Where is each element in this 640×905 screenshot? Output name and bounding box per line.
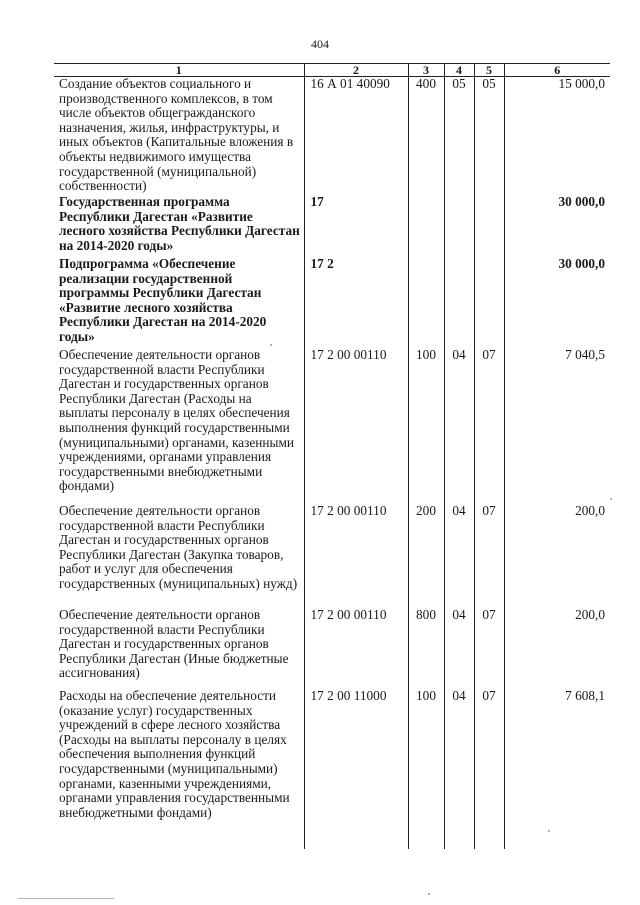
row-section: 04 — [444, 689, 474, 849]
row-section: 05 — [444, 77, 474, 196]
row-description: Создание объектов социального и производственного комплексов, в том числе объектов общегражданского назначения, жилья, инфраструктуры, и иных объектов (Капитальные вложения в объекты недвижимого имущества государственной (муниципальной) собственности) — [59, 76, 294, 194]
scan-speck — [428, 893, 430, 895]
table-header-row — [54, 64, 610, 77]
row-amount: 30 000,0 — [504, 257, 610, 348]
table-row — [54, 689, 610, 849]
row-expense-type: 100 — [408, 689, 444, 849]
table-row — [54, 348, 610, 504]
row-code: 17 — [304, 195, 408, 257]
row-expense-type: 400 — [408, 77, 444, 196]
row-subsection: 07 — [474, 348, 504, 504]
row-section — [444, 195, 474, 257]
header-col-4: 4 — [444, 64, 474, 77]
header-col-1: 1 — [54, 64, 304, 77]
table-row — [54, 608, 610, 689]
row-section: 04 — [444, 504, 474, 608]
row-expense-type — [408, 257, 444, 348]
row-amount: 15 000,0 — [504, 77, 610, 196]
row-amount: 7 608,1 — [504, 689, 610, 849]
row-subsection: 07 — [474, 689, 504, 849]
header-col-6: 6 — [504, 64, 610, 77]
scan-edge-line — [18, 898, 114, 899]
row-description: Государственная программа Республики Дагестан «Развитие лесного хозяйства Республики Дагестан на 2014-2020 годы» — [59, 194, 300, 253]
row-subsection: 07 — [474, 504, 504, 608]
table-row — [54, 257, 610, 348]
page-number: 404 — [311, 37, 329, 51]
header-col-3: 3 — [408, 64, 444, 77]
row-subsection — [474, 195, 504, 257]
row-section — [444, 257, 474, 348]
row-code: 17 2 — [304, 257, 408, 348]
row-code: 17 2 00 00110 — [304, 504, 408, 608]
row-subsection: 07 — [474, 608, 504, 689]
row-description: Обеспечение деятельности органов государственной власти Республики Дагестан и государственных органов Республики Дагестан (Иные бюджетные ассигнования) — [59, 607, 289, 681]
row-amount: 7 040,5 — [504, 348, 610, 504]
row-amount: 200,0 — [504, 608, 610, 689]
row-section: 04 — [444, 608, 474, 689]
row-subsection: 05 — [474, 77, 504, 196]
scan-speck — [270, 344, 272, 346]
row-code: 17 2 00 00110 — [304, 608, 408, 689]
row-amount: 200,0 — [504, 504, 610, 608]
scan-speck — [610, 498, 612, 500]
row-code: 16 А 01 40090 — [304, 77, 408, 196]
table-row — [54, 195, 610, 257]
row-expense-type — [408, 195, 444, 257]
row-code: 17 2 00 00110 — [304, 348, 408, 504]
row-expense-type: 200 — [408, 504, 444, 608]
row-expense-type: 100 — [408, 348, 444, 504]
row-amount: 30 000,0 — [504, 195, 610, 257]
row-description: Подпрограмма «Обеспечение реализации государственной программы Республики Дагестан «Развитие лесного хозяйства Республики Дагестан на 2014-2020 годы» — [59, 256, 267, 344]
table-row — [54, 504, 610, 608]
scan-speck — [548, 830, 550, 832]
row-subsection — [474, 257, 504, 348]
row-description: Расходы на обеспечение деятельности (оказание услуг) государственных учреждений в сфере лесного хозяйства (Расходы на выплаты персоналу в целях обеспечения выполнения функций государственными (муниципальными) органами, казенными учреждениями, органами управления государственными внебюджетными фондами) — [59, 688, 290, 820]
header-col-2: 2 — [304, 64, 408, 77]
row-expense-type: 800 — [408, 608, 444, 689]
header-col-5: 5 — [474, 64, 504, 77]
row-description: Обеспечение деятельности органов государственной власти Республики Дагестан и государственных органов Республики Дагестан (Закупка товаров, работ и услуг для обеспечения государственных (муниципальных) нужд) — [59, 503, 298, 591]
row-code: 17 2 00 11000 — [304, 689, 408, 849]
row-section: 04 — [444, 348, 474, 504]
table-row — [54, 77, 610, 196]
budget-table — [54, 63, 610, 849]
row-description: Обеспечение деятельности органов государственной власти Республики Дагестан и государственных органов Республики Дагестан (Расходы на выплаты персоналу в целях обеспечения выполнения функций государственными (муниципальными) органами, казенными учреждениями, органами управления государственными внебюджетными фондами) — [59, 347, 294, 494]
